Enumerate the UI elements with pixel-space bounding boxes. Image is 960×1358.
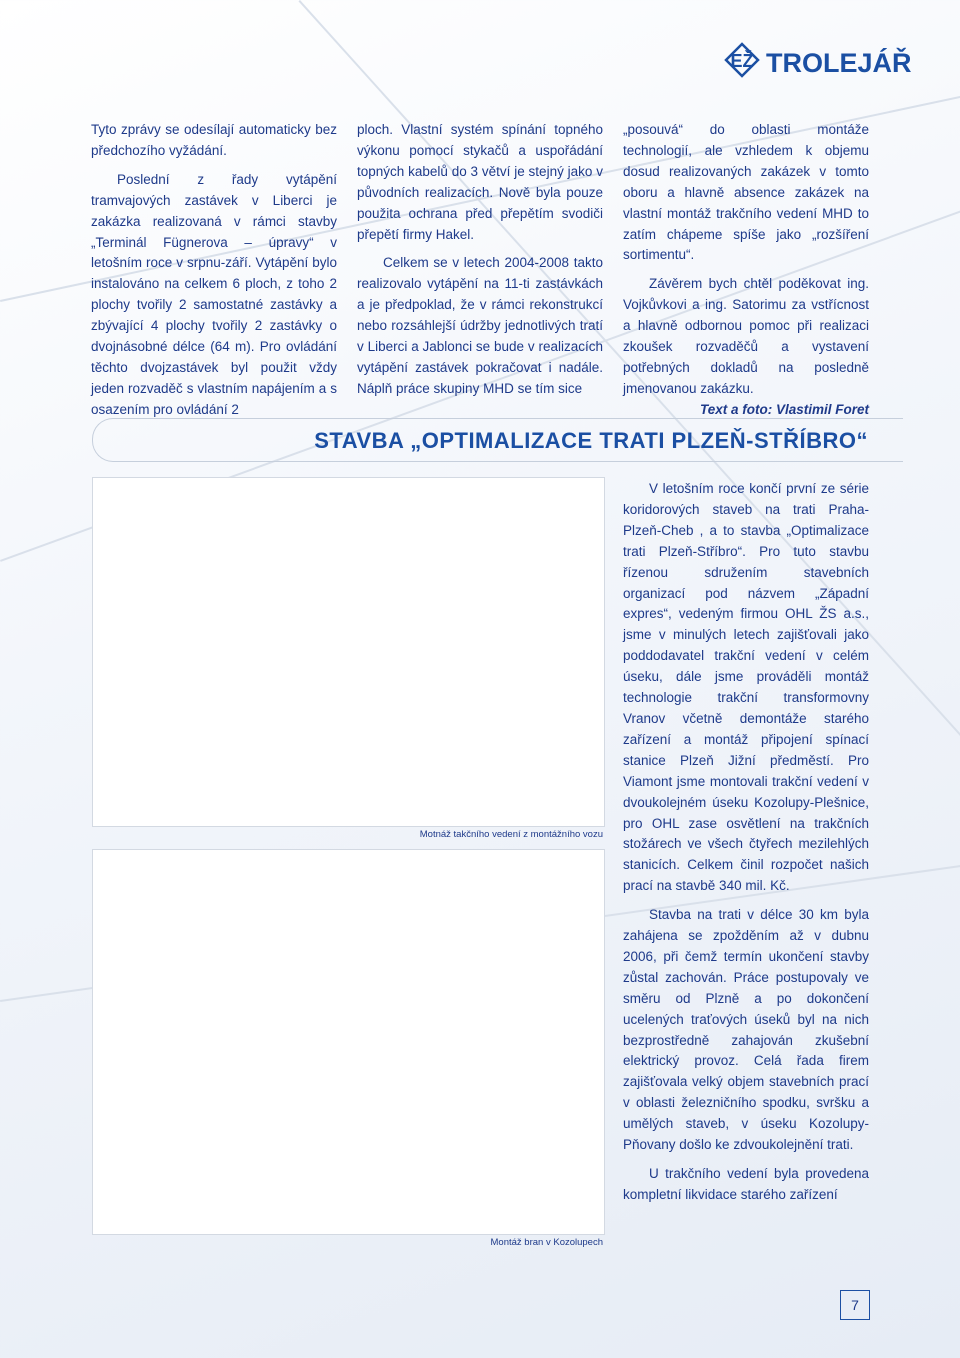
logo-text: TROLEJÁŘ	[766, 48, 912, 78]
paragraph: U trakčního vedení byla provedena kompletní likvidace starého zařízení	[623, 1166, 869, 1202]
article-column-1	[91, 120, 337, 421]
article-column-main	[623, 479, 869, 1206]
paragraph: V letošním roce končí první ze série koridorových staveb na trati Praha-Plzeň-Cheb , a to stavba „Optimalizace trati Plzeň-Stříbro“. Pro tuto stavbu řízenou sdružením stavebních organizací pod názvem „Západní expres“, vedeným firmou OHL ŽS a.s., jsme v minulých letech zajišťovali jako poddodavatel trakční vedení v celém úseku, dále jsme prováděli montáž technologie trakční transformovny Vranov včetně demontáže starého zařízení a montáž připojení spínací stanice Plzeň Jižní předměstí. Pro Viamont jsme montovali trakční vedení v dvoukolejném úseku Kozolupy-Plešnice, pro OHL zase osvětlení na trakčních stožárech ve všech čtyřech mezilehlých stanicích. Celkem činil rozpočet našich prací na stavbě 340 mil. Kč.	[623, 481, 869, 894]
photo-caption: Montáž bran v Kozolupech	[490, 1237, 603, 1248]
photo-caption: Motnáž takčního vedení z montážního vozu	[419, 829, 603, 840]
paragraph: Stavba na trati v délce 30 km byla zahájena se zpožděním až v dubnu 2006, při čemž termín ukončení stavby zůstal zachován. Práce postupovaly ve směru od Plzně a po dokončení ucelených traťových úseků byl na nich bezprostředně zahajován zkušební elektrický provoz. Celá řada firem zajišťovala velký objem stavebních prací v oblasti železničního spodku, svršku a umělých staveb, v úseku Kozolupy-Pňovany došlo ke zdvoukolejnění trati.	[623, 907, 869, 1153]
paragraph: Závěrem bych chtěl poděkovat ing. Vojkůvkovi a ing. Satorimu za vstřícnost a hlavně odbornou pomoc při realizaci zkoušek rozvaděčů a vystavení potřebných dokladů na posledně jmenovanou zakázku.	[623, 276, 869, 396]
article-column-3	[623, 120, 869, 421]
paragraph: Poslední z řady vytápění tramvajových zastávek v Liberci je zakázka realizovaná v rámci stavby „Terminál Fügnerova – úpravy“ v letošním roce v srpnu-září. Vytápění bylo instalováno na celkem 6 ploch, z toho 2 plochy tvořily 2 samostatné zastávky a zbývající 4 plochy tvořily 2 zastávky o dvojnásobné délce (64 m). Pro ovládání těchto dvojzastávek byl použit vždy jeden rozvaděč s vlastním napájením a s osazením pro ovládání 2	[91, 171, 337, 417]
paragraph: ploch. Vlastní systém spínání topného výkonu pomocí stykačů a uspořádání topných kabelů do 3 větví je stejný jako v původních realizacích. Nově byla pouze použita ochrana před přepětím svodiči přepětí firmy Hakel.	[357, 122, 603, 242]
photo-gantry-installation	[92, 849, 605, 1235]
paragraph: „posouvá“ do oblasti montáže technologií, ale vzhledem k objemu dosud realizovaných zakázek v tomto oboru a hlavně absence zakázek na vlastní montáž trakčního vedení MHD to zatím chápeme spíše jako „rozšíření sortimentu“.	[623, 122, 869, 263]
paragraph: Celkem se v letech 2004-2008 takto realizovalo vytápění na 11-ti zastávkách a je předpoklad, že v rámci rekonstrukcí nebo rozsáhlejší údržby jednotlivých tratí v Liberci a Jablonci se bude v realizacích vytápění zastávek pokračovat i nadále. Náplň práce skupiny MHD se tím sice	[357, 255, 603, 396]
paragraph: Tyto zprávy se odesílají automaticky bez předchozího vyžádání.	[91, 122, 337, 158]
photo-catenary-installation	[92, 477, 605, 827]
magazine-logo	[722, 40, 912, 84]
author-credit: Text a foto: Vlastimil Foret	[699, 401, 869, 417]
article-headline: STAVBA „OPTIMALIZACE TRATI PLZEŇ-STŘÍBRO“	[314, 428, 868, 453]
ez-logo-icon	[722, 40, 762, 80]
svg-text:EŽ: EŽ	[730, 51, 754, 71]
page-number: 7	[840, 1290, 870, 1320]
article-column-2	[357, 120, 603, 400]
